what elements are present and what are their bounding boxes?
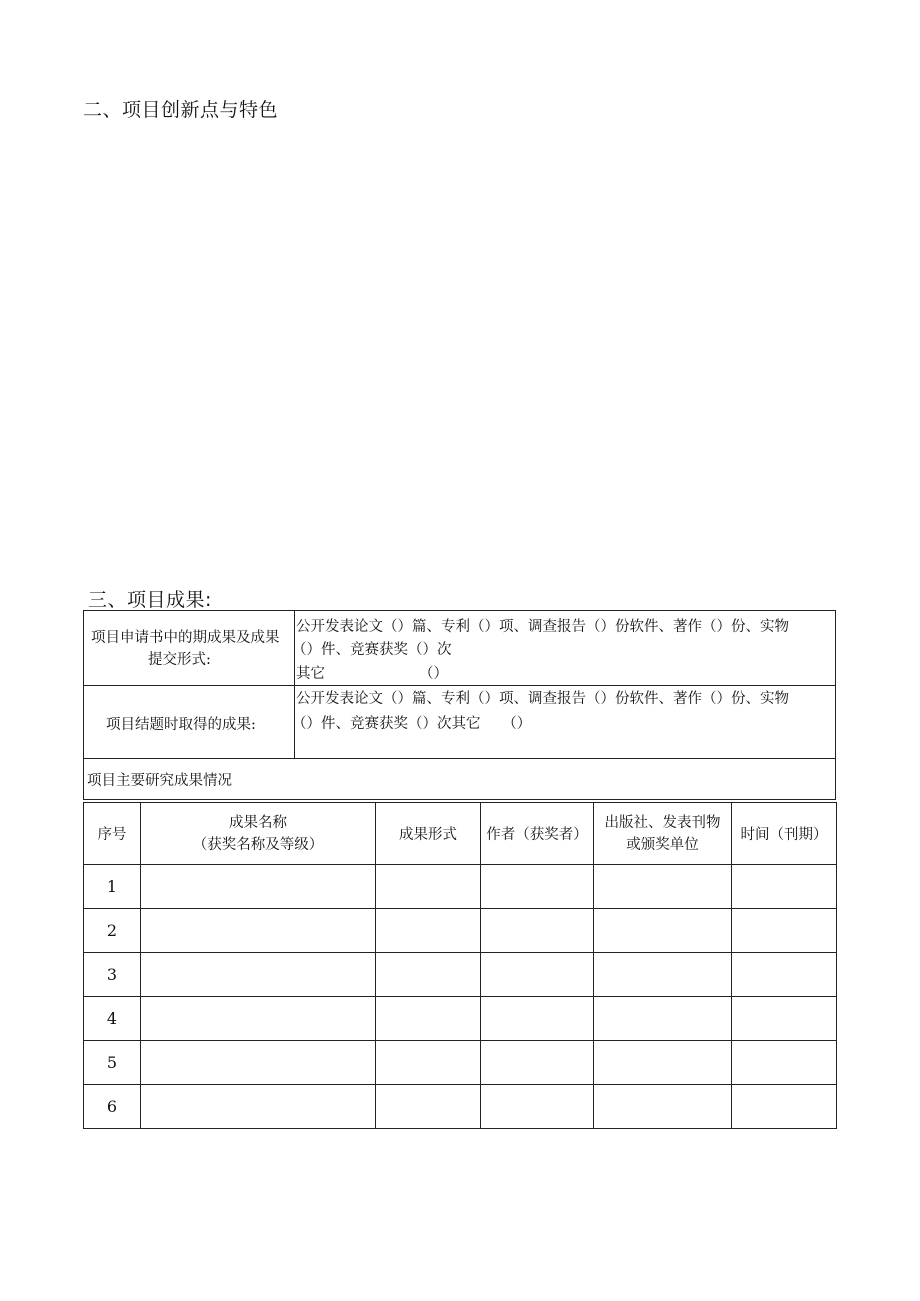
cell-time[interactable] [732,953,837,997]
cell-author[interactable] [481,1085,594,1129]
cell-form[interactable] [376,909,481,953]
cell-form[interactable] [376,865,481,909]
cell-publisher[interactable] [594,1085,732,1129]
header-name-line1: 成果名称 [229,814,287,831]
cell-time[interactable] [732,865,837,909]
cell-time[interactable] [732,1041,837,1085]
planned-value-line2: （）件、竞赛获奖（）次 [292,642,452,658]
planned-value-line1: 公开发表论文（）篇、专利（）项、调查报告（）份软件、著作（）份、实物 [296,619,789,635]
cell-author[interactable] [481,997,594,1041]
header-publisher-line2: 或颁奖单位 [626,836,699,853]
cell-name[interactable] [141,997,376,1041]
planned-value-other-paren: （） [419,666,448,682]
row-index: 4 [84,997,141,1041]
header-publisher [594,803,732,865]
cell-name[interactable] [141,909,376,953]
table-row [84,997,837,1041]
row-index: 1 [84,865,141,909]
header-publisher-line1: 出版社、发表刊物 [604,814,721,831]
table-row [84,953,837,997]
cell-name[interactable] [141,1085,376,1129]
row-index: 6 [84,1085,141,1129]
header-index: 序号 [84,803,141,865]
header-form: 成果形式 [376,803,481,865]
table-header-row [84,803,837,865]
cell-time[interactable] [732,1085,837,1129]
cell-publisher[interactable] [594,953,732,997]
header-name [141,803,376,865]
planned-value-other: 其它 [296,666,325,682]
row-divider [84,758,835,759]
table-row [84,1085,837,1129]
header-author: 作者（获奖者） [481,803,594,865]
cell-name[interactable] [141,865,376,909]
cell-author[interactable] [481,1041,594,1085]
cell-form[interactable] [376,1085,481,1129]
summary-title: 项目主要研究成果情况 [87,773,232,789]
cell-publisher[interactable] [594,1041,732,1085]
row-index: 5 [84,1041,141,1085]
achieved-value-line1: 公开发表论文（）篇、专利（）项、调查报告（）份软件、著作（）份、实物 [296,691,789,707]
section-heading-innovation: 二、项目创新点与特色 [83,99,279,121]
cell-time[interactable] [732,909,837,953]
cell-name[interactable] [141,1041,376,1085]
cell-name[interactable] [141,953,376,997]
cell-publisher[interactable] [594,997,732,1041]
cell-author[interactable] [481,865,594,909]
achieved-value-line2: （）件、竞赛获奖（）次其它 （） [292,716,532,732]
table-row [84,865,837,909]
header-name-line2: （获奖名称及等级） [192,836,324,853]
header-time: 时间（刊期） [732,803,837,865]
row-divider [84,685,835,686]
table-row [84,1041,837,1085]
cell-author[interactable] [481,953,594,997]
achieved-label: 项目结题时取得的成果: [106,717,256,733]
cell-author[interactable] [481,909,594,953]
results-form-box [83,610,836,800]
section-heading-results: 三、项目成果: [88,589,212,611]
cell-time[interactable] [732,997,837,1041]
planned-label-line1: 项目申请书中的期成果及成果 [91,630,280,646]
cell-publisher[interactable] [594,865,732,909]
cell-publisher[interactable] [594,909,732,953]
cell-form[interactable] [376,953,481,997]
results-table [83,802,837,1129]
row-index: 2 [84,909,141,953]
planned-label-line2: 提交形式: [148,652,211,668]
cell-form[interactable] [376,1041,481,1085]
table-row [84,909,837,953]
cell-form[interactable] [376,997,481,1041]
row-index: 3 [84,953,141,997]
